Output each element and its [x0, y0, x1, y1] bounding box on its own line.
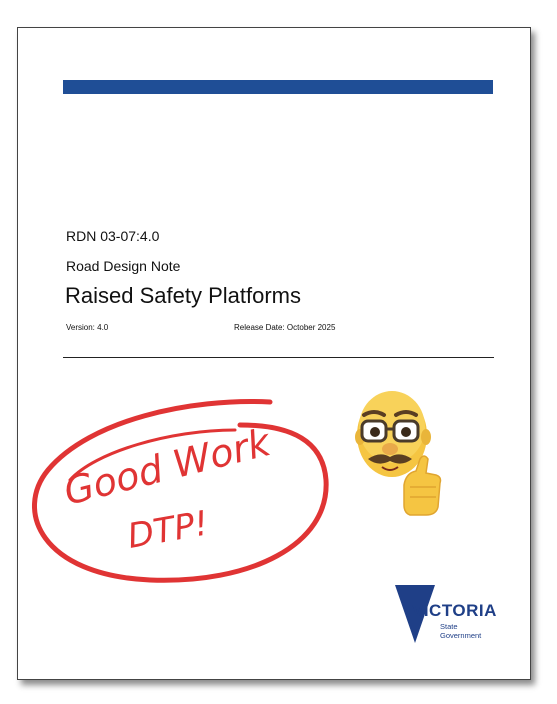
- thumbs-up-glasses-emoji-icon: [348, 387, 444, 523]
- header-bar: [63, 80, 493, 94]
- document-title: Raised Safety Platforms: [65, 283, 301, 308]
- document-page: [17, 27, 531, 680]
- document-version: Version: 4.0: [66, 323, 109, 332]
- stamp-line-1: Good Work: [59, 420, 275, 514]
- logo-subtitle-government: Government: [440, 631, 482, 640]
- logo-wordmark: VICTORIA: [412, 601, 497, 620]
- logo-subtitle-state: State: [440, 622, 458, 631]
- document-release-date: Release Date: October 2025: [234, 323, 336, 332]
- title-divider: [63, 357, 494, 358]
- document-type: Road Design Note: [66, 258, 181, 274]
- document-code: RDN 03-07:4.0: [66, 228, 160, 244]
- stamp-line-2: DTP!: [124, 503, 212, 557]
